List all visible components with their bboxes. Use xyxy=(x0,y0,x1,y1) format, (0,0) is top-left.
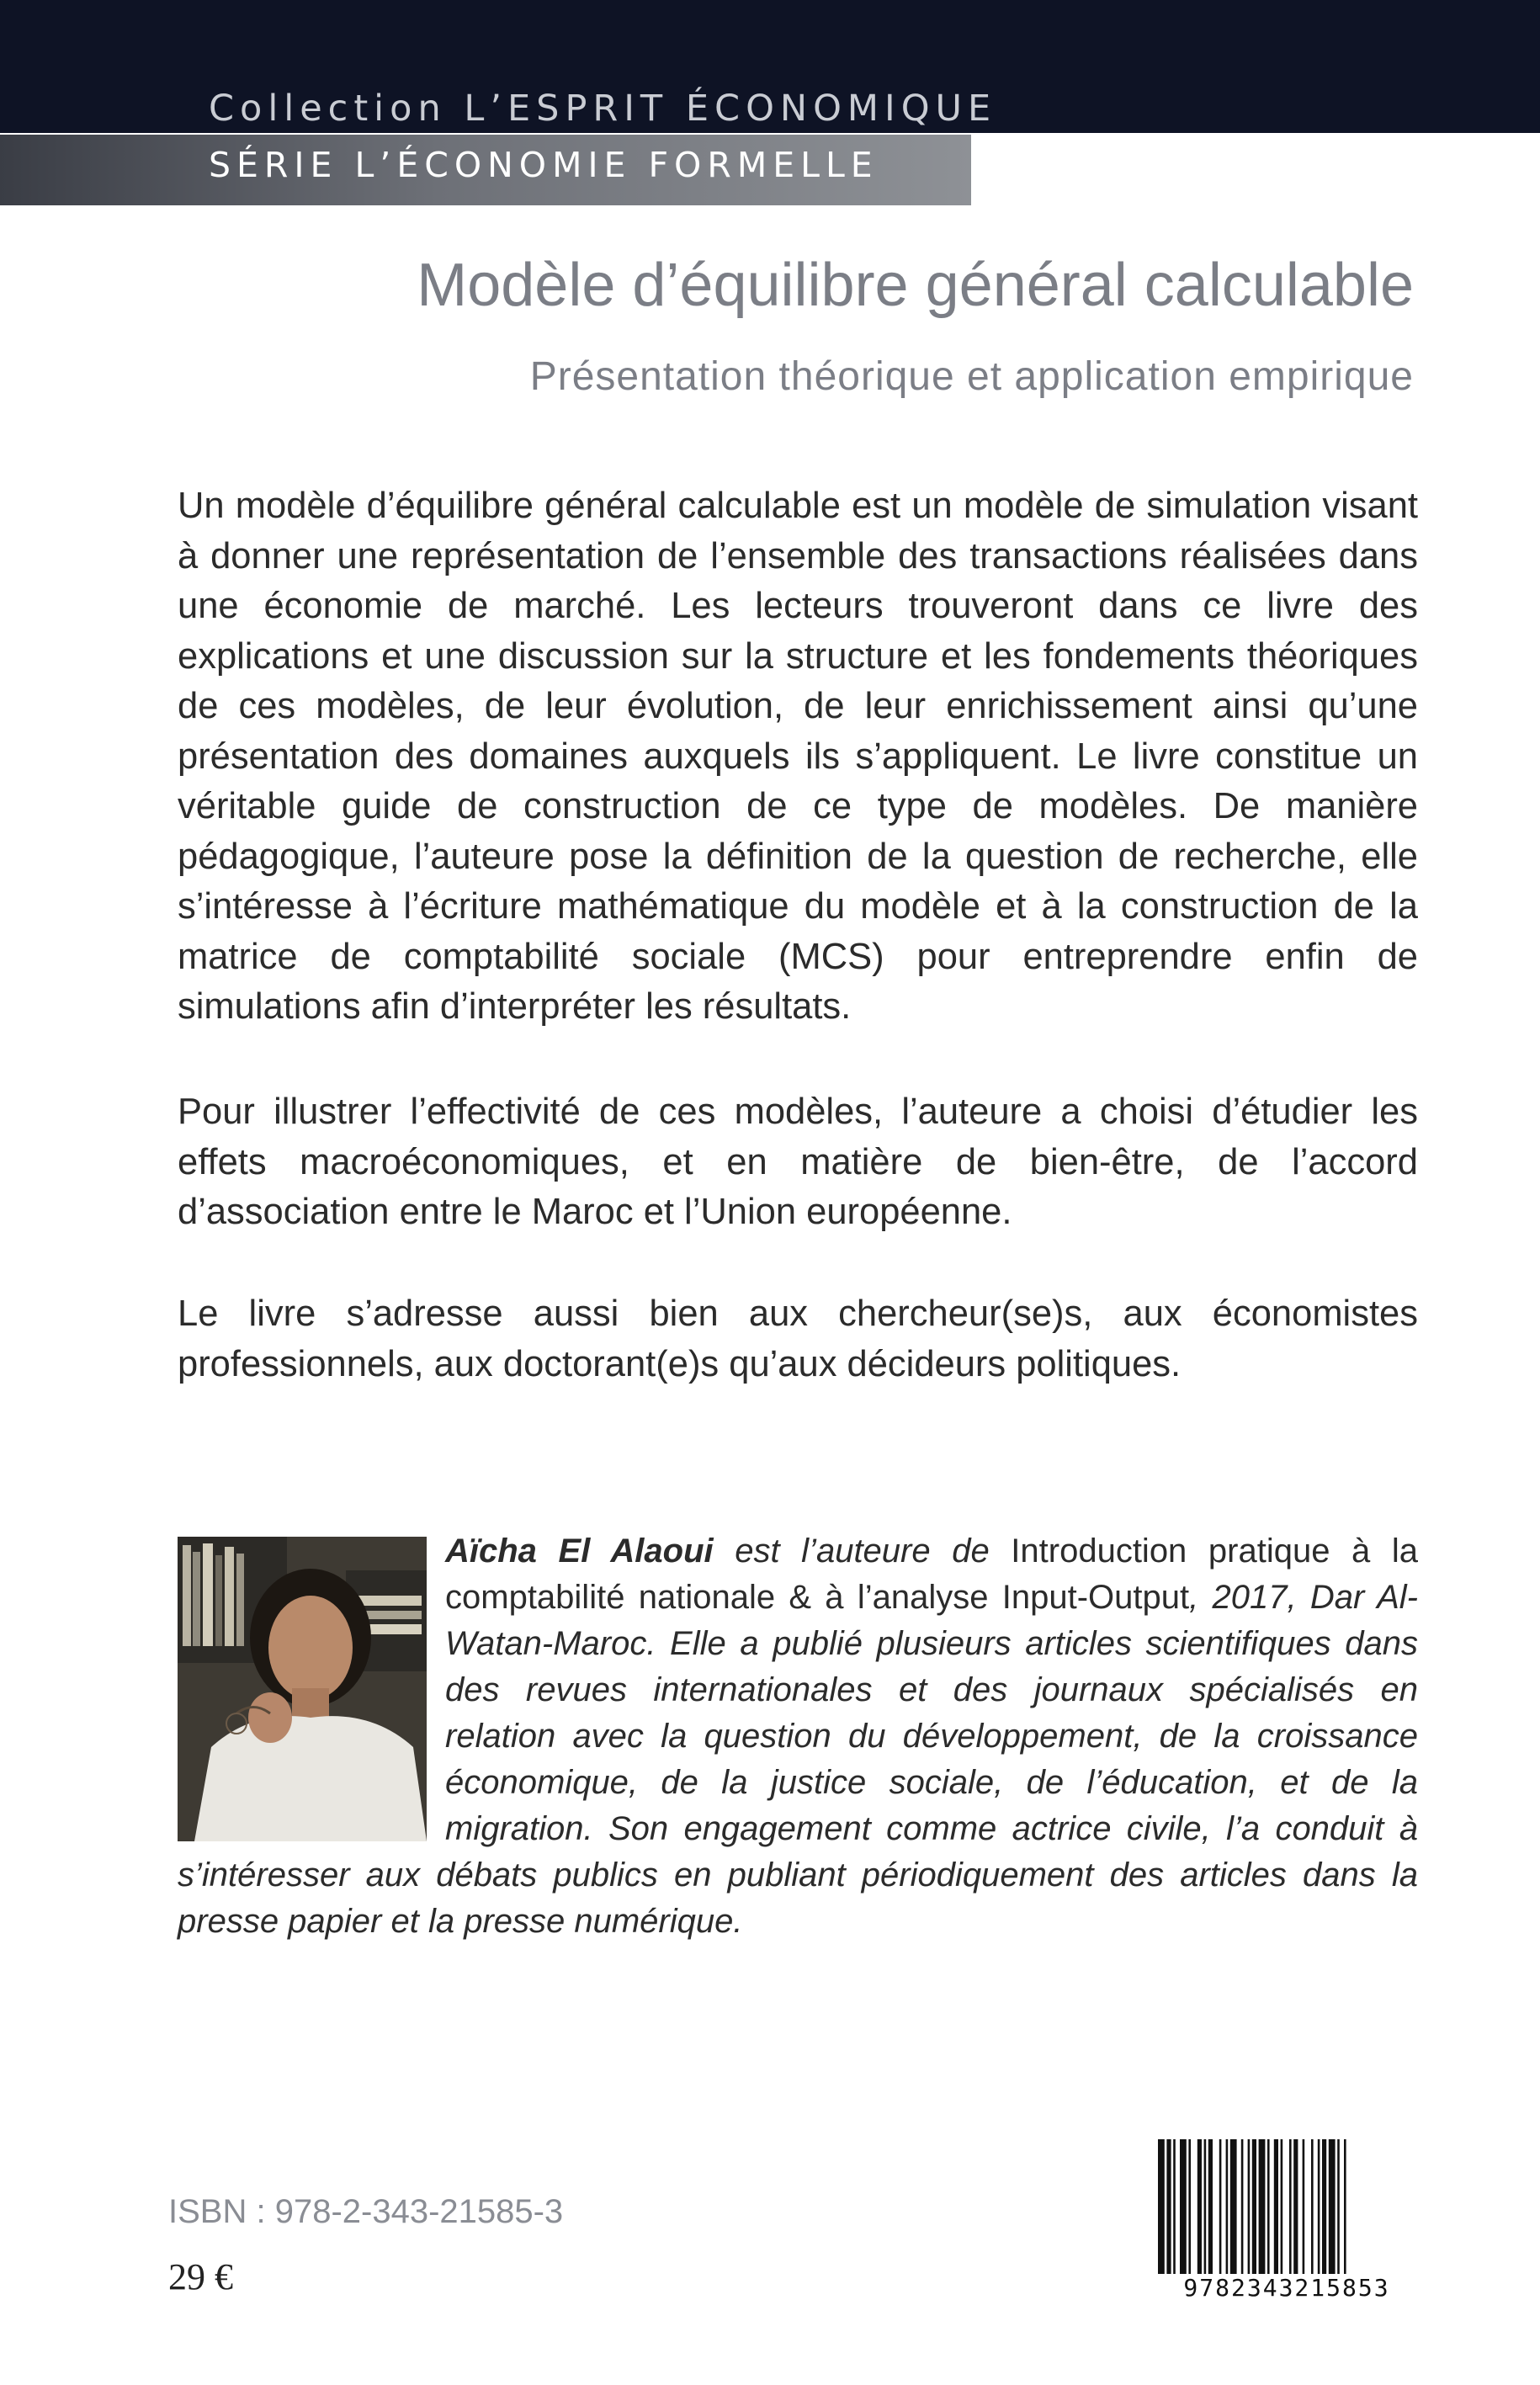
barcode-bar xyxy=(1311,2139,1314,2274)
barcode-bar xyxy=(1329,2139,1336,2274)
barcode-bar xyxy=(1252,2139,1256,2274)
barcode-bar xyxy=(1208,2139,1213,2274)
barcode-bar xyxy=(1293,2139,1298,2274)
barcode-bar xyxy=(1180,2139,1187,2274)
author-previous-book: Introduction pratique à la comptabilité nationale & à l’analyse Input-Output xyxy=(445,1532,1418,1616)
barcode-bar xyxy=(1173,2139,1176,2274)
barcode-bar xyxy=(1303,2139,1305,2274)
barcode-bar xyxy=(1204,2139,1207,2274)
barcode xyxy=(1151,2134,1422,2306)
barcode-bar xyxy=(1230,2139,1237,2274)
author-bio xyxy=(178,1528,1418,1945)
barcode-bar xyxy=(1267,2139,1270,2274)
serie-name: SÉRIE L’ÉCONOMIE FORMELLE xyxy=(209,145,879,185)
barcode-bar xyxy=(1248,2139,1251,2274)
author-bio-text: , 2017, Dar Al-Watan-Maroc. Elle a publié plusieurs articles scientifiques dans des revues internationales et des journaux spécialisés en relation avec la question du développement, de la croissance économique, de la justice sociale, de l’éducation, et de la migration. Son engagement comme actrice civile, l’a conduit à s’intéresser aux débats publics en publiant périodiquement des articles dans la presse papier et la presse numérique. xyxy=(178,1579,1418,1940)
description-paragraph-3: Le livre s’adresse aussi bien aux chercheur(se)s, aux économistes professionnels, aux doctorant(e)s qu’aux décideurs politiques. xyxy=(178,1293,1418,1384)
barcode-bar xyxy=(1344,2139,1346,2274)
price: 29 € xyxy=(168,2256,233,2297)
barcode-bar xyxy=(1241,2139,1244,2274)
barcode-bar xyxy=(1197,2139,1202,2274)
author-intro: est l’auteure de xyxy=(713,1532,1012,1570)
barcode-bars xyxy=(1158,2139,1415,2274)
barcode-bar xyxy=(1259,2139,1266,2274)
barcode-bar xyxy=(1219,2139,1222,2274)
collection-name: Collection L’ESPRIT ÉCONOMIQUE xyxy=(209,88,997,130)
barcode-bar xyxy=(1188,2139,1191,2274)
barcode-bar xyxy=(1226,2139,1229,2274)
barcode-bar xyxy=(1289,2139,1292,2274)
book-title: Modèle d’équilibre général calculable xyxy=(417,252,1414,319)
barcode-bar xyxy=(1322,2139,1326,2274)
author-name: Aïcha El Alaoui xyxy=(445,1532,714,1570)
barcode-bar xyxy=(1318,2139,1320,2274)
barcode-bar xyxy=(1281,2139,1283,2274)
barcode-bar xyxy=(1158,2139,1165,2274)
description-paragraph-2: Pour illustrer l’effectivité de ces modèles, l’auteure a choisi d’étudier les effets macroéconomiques, et en matière de bien-être, de l’accord d’association entre le Maroc et l’Union européenne. xyxy=(178,1092,1418,1232)
barcode-bar xyxy=(1337,2139,1340,2274)
isbn: ISBN : 978-2-343-21585-3 xyxy=(168,2193,564,2230)
barcode-bar xyxy=(1274,2139,1278,2274)
barcode-number: 9782343215853 xyxy=(1183,2274,1390,2302)
barcode-bar xyxy=(1166,2139,1171,2274)
book-subtitle: Présentation théorique et application empirique xyxy=(529,354,1414,399)
description-paragraph-1: Un modèle d’équilibre général calculable est un modèle de simulation visant à donner une représentation de l’ensemble des transactions réalisées dans une économie de marché. Les lecteurs trouveront dans ce livre des explications et une discussion sur la structure et les fondements théoriques de ces modèles, de leur évolution, de leur enrichissement ainsi qu’une présentation des domaines auxquels ils s’appliquent. Le livre constitue un véritable guide de construction de ce type de modèles. De manière pédagogique, l’auteure pose la définition de la question de recherche, elle s’intéresse à l’écriture mathématique du modèle et à la construction de la matrice de comptabilité sociale (MCS) pour entreprendre enfin de simulations afin d’interpréter les résultats. xyxy=(178,486,1418,1027)
